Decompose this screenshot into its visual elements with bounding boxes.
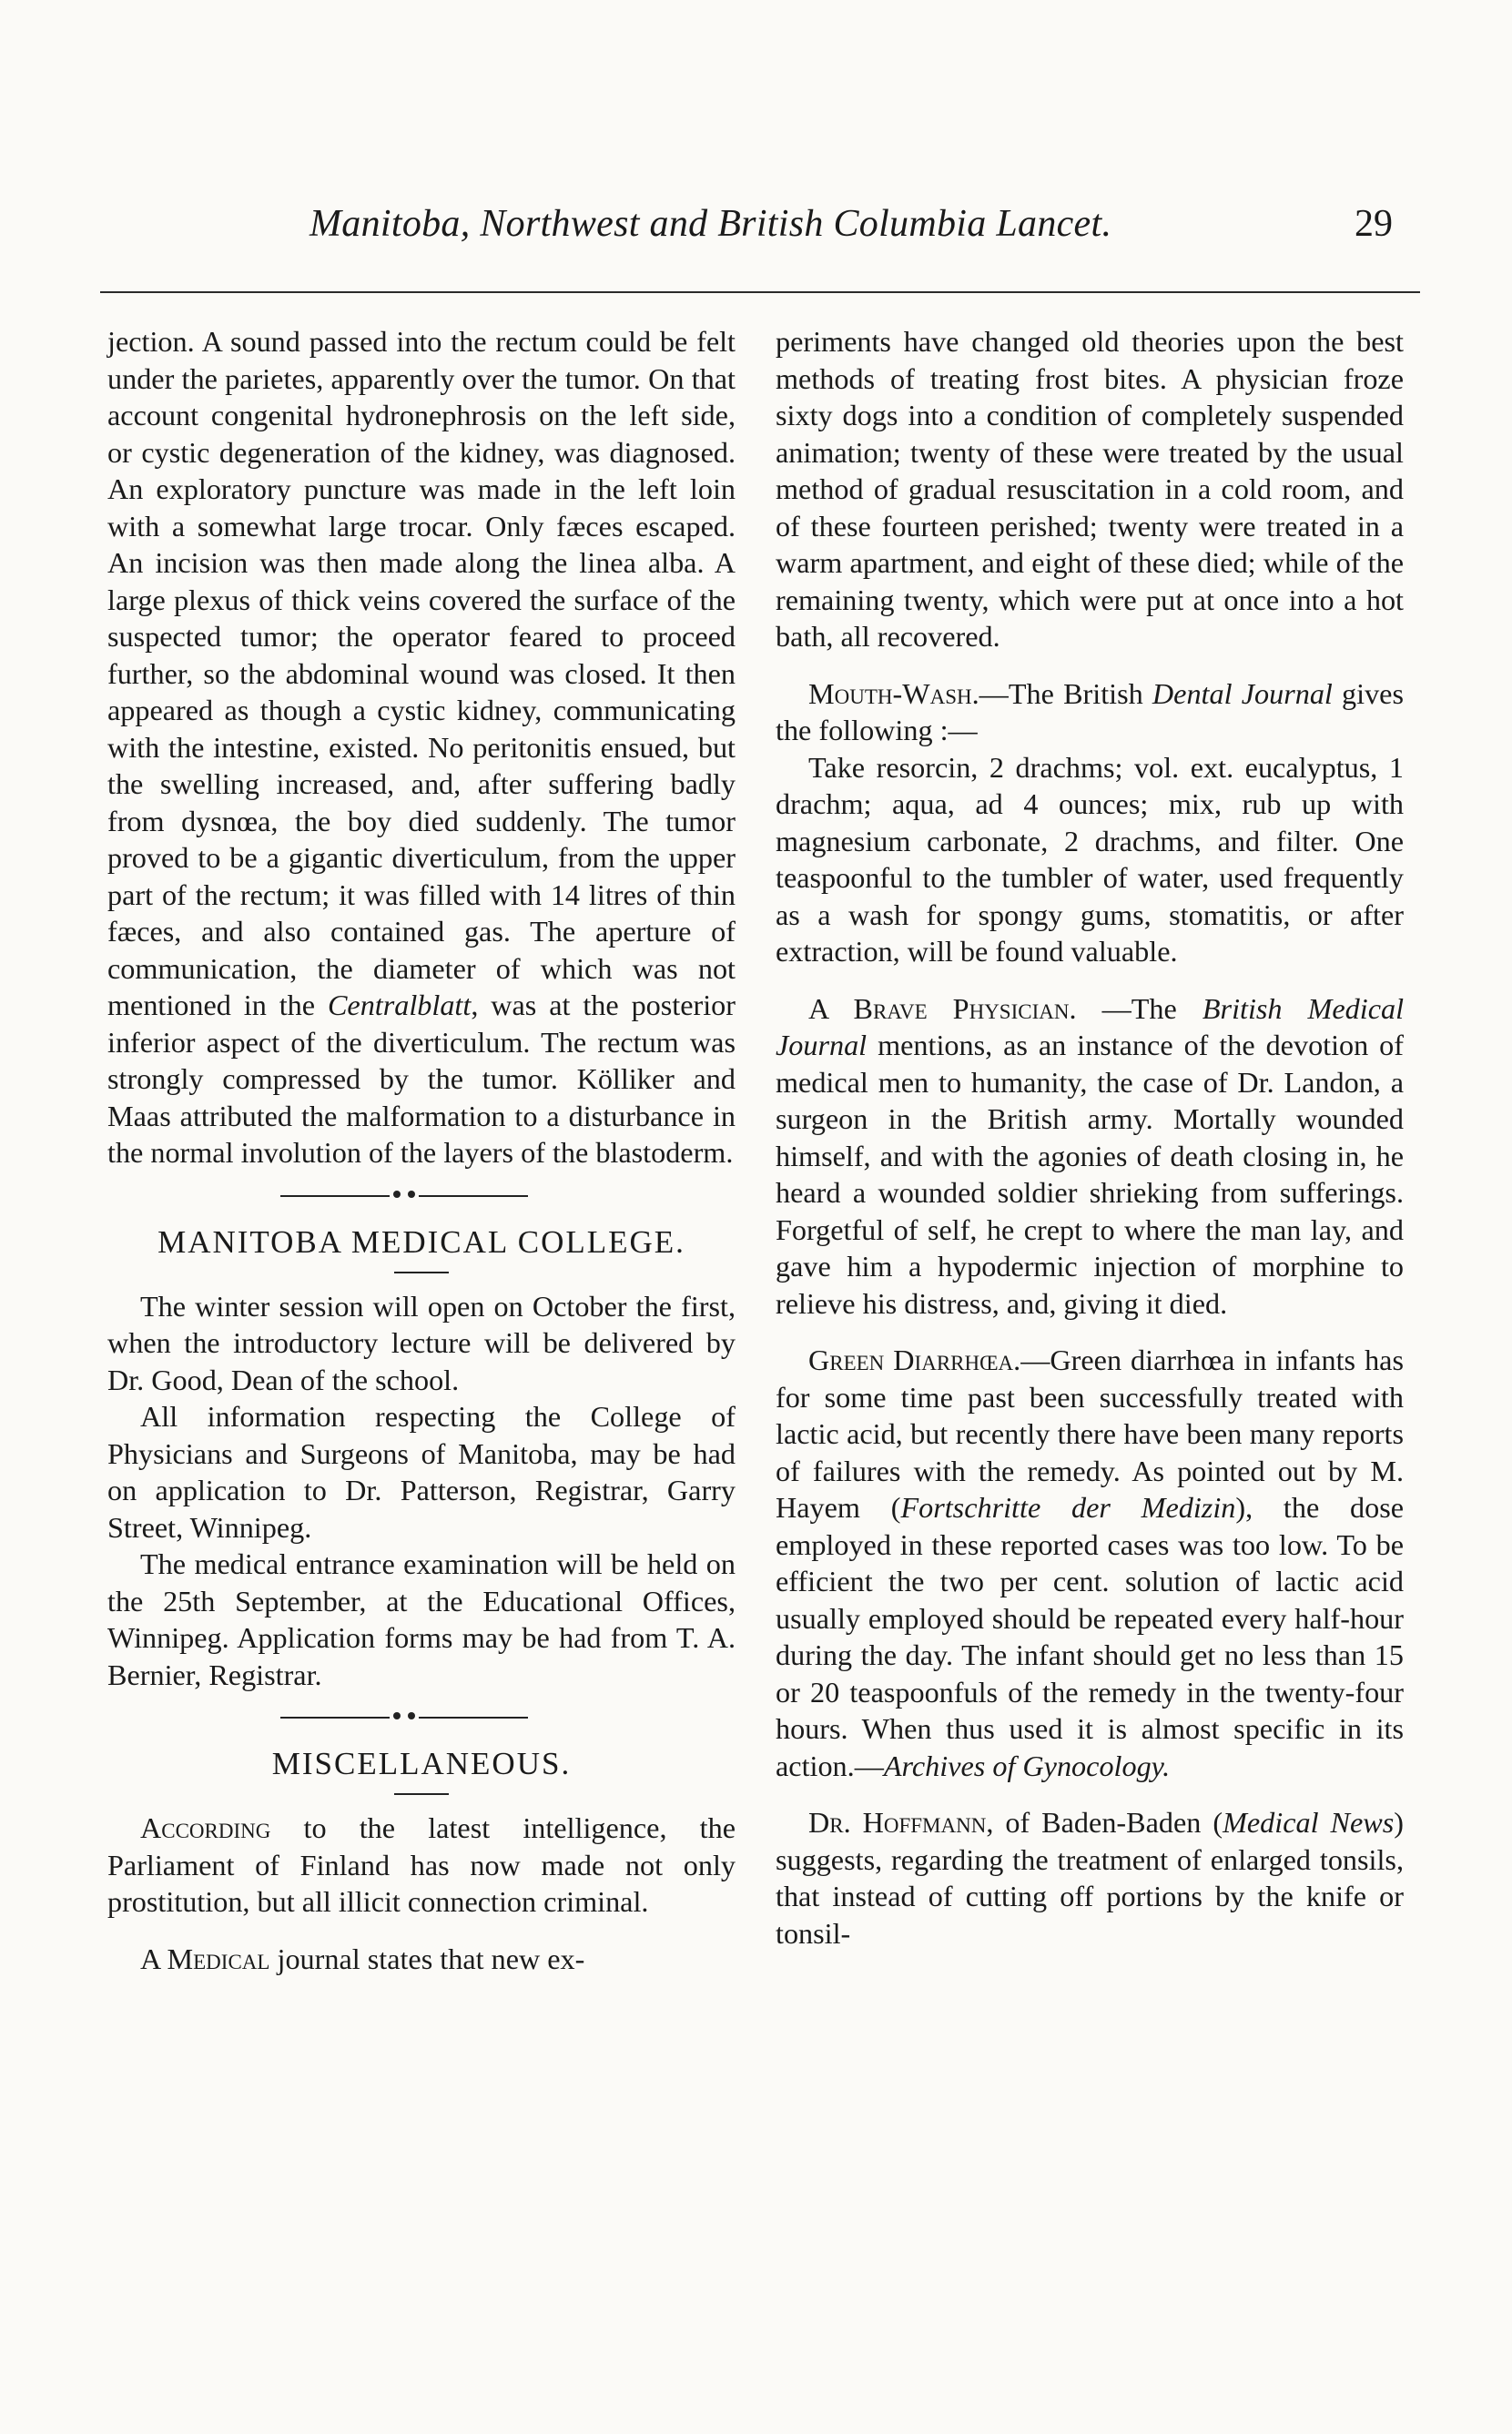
college-paragraph: The winter session will open on October the first, when the introductory lecture will be delivered by Dr. Good, Dean of the school. [107,1289,736,1396]
section-heading-college: MANITOBA MEDICAL COLLEGE. [157,1223,685,1260]
frostbite-paragraph-start [107,1941,736,1978]
source-citation: Archives of Gynocology. [883,1749,1171,1782]
paragraph-text: jection. A sound passed into the rectum could be felt under the parietes, apparently over the tumor. On that account congenital hydronephrosis on the left side, or cystic degeneration of the kidney, was diagnosed. An exploratory puncture was made in the left loin with a somewhat large trocar. Only fæces escaped. An incision was then made along the linea alba. A large plexus of thick veins covered the surface of the suspected tumor; the operator feared to proceed further, so the abdominal wound was closed. It then appeared as though a cystic kidney, communicating with the intestine, existed. No peritonitis ensued, but the swelling increased, and, after suffering badly from dysnœa, the boy died suddenly. The tumor proved to be a gigantic diverticulum, from the upper part of the rectum; it was filled with 14 litres of thin fæces, and also contained gas. The aperture of communication, the diameter of which was not mentioned in the [107,325,736,1021]
paragraph-text: , was at the posterior inferior aspect of the diverticulum. The rectum was strongly compressed by the tumor. Kölliker and Maas attributed the malformation to a disturbance in the normal involution of the layers of the blastoderm. [107,989,736,1169]
paragraph-text: —Green diarrhœa in infants has for some time past been successfully treated with lactic acid, but recently there have been many reports of failures with the remedy. As pointed out by M. Hayem ( [776,1344,1404,1524]
frostbite-paragraph-continued: periments have changed old theories upon the best methods of treating frost bites. A physician froze sixty dogs into a condition of completely suspended animation; twenty of these were treated by the usual method of gradual resuscitation in a cold room, and of these fourteen perished; twenty were treated in a warm apartment, and eight of these died; while of the remaining twenty, which were put at once into a hot bath, all recovered. [776,325,1404,653]
heading-rule [394,1272,449,1273]
paragraph-text: to the latest intelligence, the Parliament of Finland has now made not only prostitution, but all illicit connection criminal. [107,1811,736,1918]
paragraph-text: —The British [979,676,1152,710]
journal-title: Fortschritte der Medizin [900,1491,1236,1524]
lead-word: Dr. Hoffmann, [808,1806,994,1839]
page-number: 29 [1355,203,1393,245]
journal-title: Medical News [1223,1806,1395,1839]
lead-word: Green Diarrhœa. [808,1344,1021,1376]
section-heading-miscellaneous: MISCELLANEOUS. [271,1746,572,1781]
paragraph-text: ) suggests, regarding the treatment of enlarged tonsils, that instead of cutting off portions by the knife or tonsil- [776,1806,1404,1950]
section-separator [107,1173,736,1219]
mouth-wash-recipe: Take resorcin, 2 drachms; vol. ext. eucalyptus, 1 drachm; aqua, ad 4 ounces; mix, rub up with magnesium carbonate, 2 drachms, and filter. One teaspoonful to the tumbler of water, used frequently as a wash for spongy gums, stomatitis, or after extraction, will be found valuable. [776,750,1404,968]
paragraph-text: —The [1076,991,1202,1025]
paragraph-text: mentions, as an instance of the devotion of medical men to humanity, the case of Dr. Landon, a surgeon in the British army. Mortally wounded himself, and with the agonies of death closing in, he heard a wounded soldier shrieking from sufferings. Forgetful of self, he crept to where the man lay, and gave him a hypodermic injection of morphine to relieve his distress, and, giving it died. [776,1029,1404,1320]
right-column [776,323,1404,1952]
hoffmann-paragraph [776,1804,1404,1952]
lead-word: Mouth-Wash. [808,676,979,710]
lead-word: A Brave Physician. [808,991,1077,1025]
brave-physician-paragraph [776,990,1404,1323]
page-header [100,202,1420,257]
journal-title: Dental Journal [1152,676,1333,710]
diverticulum-paragraph [107,323,736,1171]
running-title: Manitoba, Northwest and British Columbia Lancet. [310,203,1112,245]
mouth-wash-paragraph [776,675,1404,749]
paragraph-text: gives the following :— [776,676,1404,746]
paragraph-text: of Baden-Baden ( [993,1806,1223,1839]
lead-word: According [140,1811,271,1844]
header-rule [100,291,1420,293]
college-paragraph: All information respecting the College of Physicians and Surgeons of Manitoba, may be had on application to Dr. Patterson, Registrar, Garry Street, Winnipeg. [107,1400,736,1544]
left-column [107,323,736,1977]
journal-title: Centralblatt [327,989,472,1021]
section-separator [107,1695,736,1740]
green-diarrhoea-paragraph [776,1342,1404,1784]
finland-paragraph [107,1810,736,1921]
paragraph-text: ), the dose employed in these reported cases was too low. To be efficient the two per cent. solution of lactic acid usually employed should be repeated every half-hour during the day. The infant should get no less than 15 or 20 teaspoonfuls of the remedy in the twenty-four hours. When thus used it is almost specific in its action.— [776,1491,1405,1782]
college-paragraph: The medical entrance examination will be held on the 25th September, at the Educational Offices, Winnipeg. Application forms may be had from T. A. Bernier, Registrar. [107,1547,736,1691]
journal-title: British Medical Journal [776,991,1405,1061]
heading-rule [394,1793,449,1795]
paragraph-text: journal states that new ex- [269,1942,585,1975]
lead-word: A Medical [140,1942,270,1975]
